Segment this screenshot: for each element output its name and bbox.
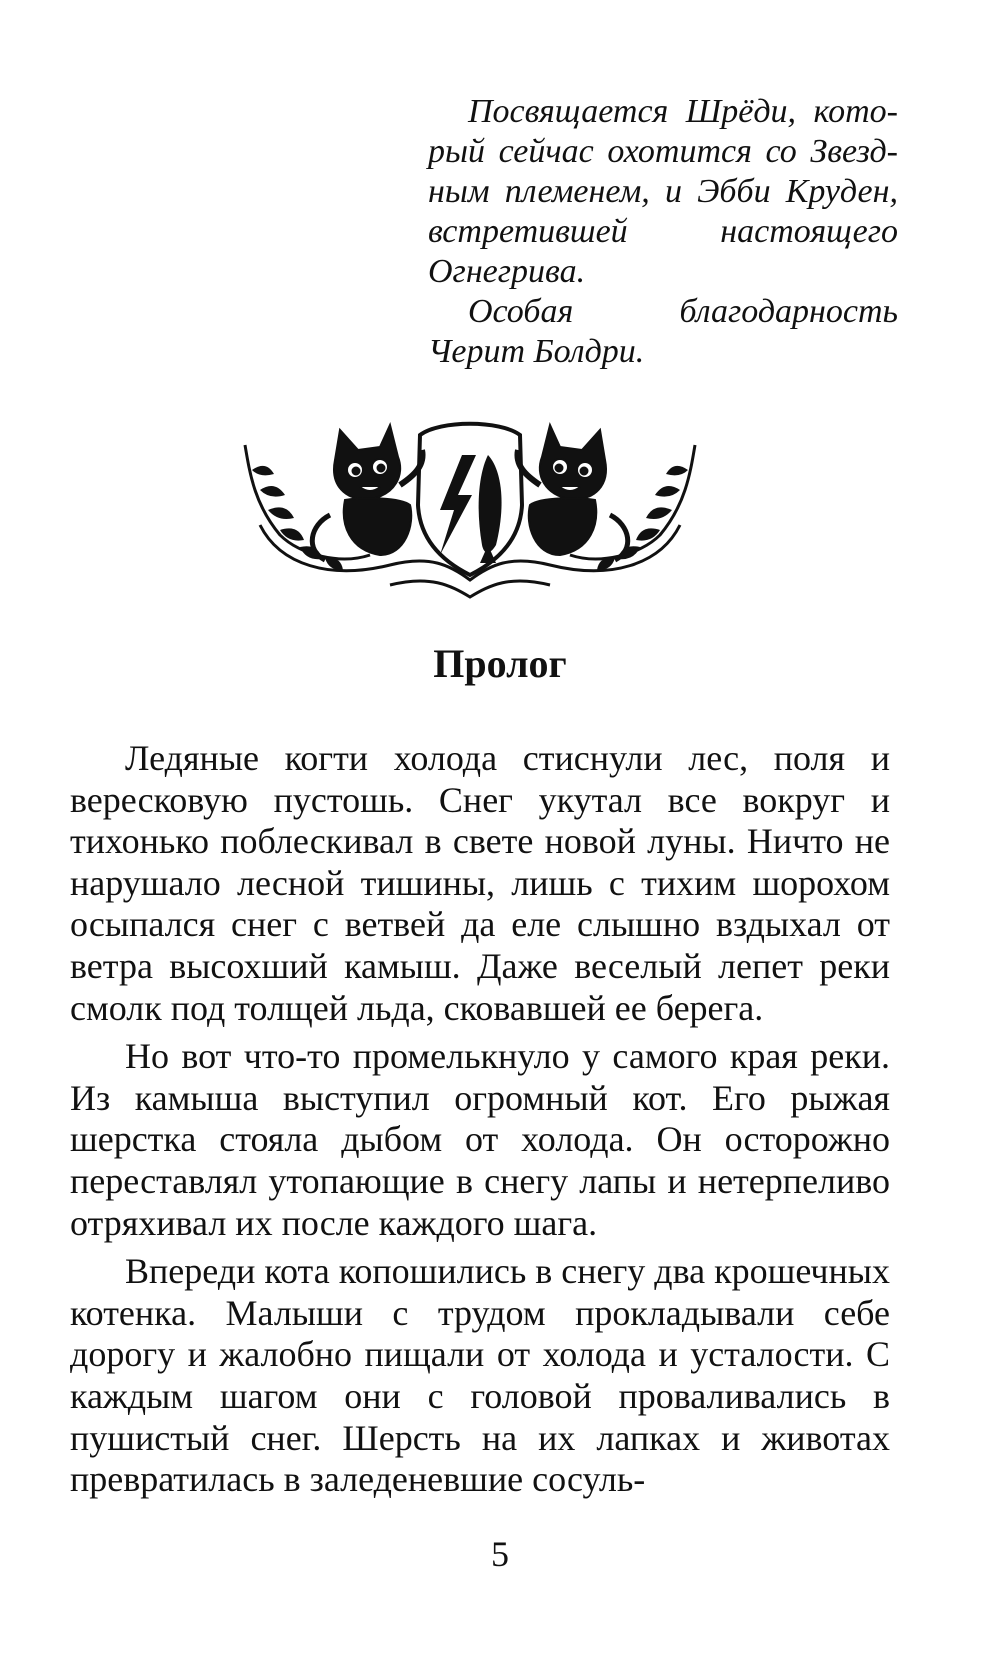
body-paragraph: Ледяные когти холода стиснули лес, поля и вересковую пустошь. Снег укутал все вокруг и тихонько поблескивал в свете новой луны. Ничто не нарушало лесной тишины, лишь с тихим шорохом осыпался снег с ветвей да еле слышно вздыхал от ветра высохший камыш. Даже веселый лепет реки смолк под толщей льда, сковавшей ее берега. [70,738,890,1028]
chapter-title: Пролог [433,641,567,686]
cats-crest-ornament-icon [240,415,700,600]
body-paragraph: Впереди кота копошились в снегу два крошечных котенка. Малыши с трудом прокладывали себе дорогу и жалобно пищали от холода и усталости. С каждым шагом они с головой проваливались в пушистый снег. Шерсть на их лапках и животах превратилась в заледеневшие сосуль- [70,1251,890,1500]
dedication [428,92,898,372]
dedication-paragraph: Особая благодарность Черит Болдри. [428,293,898,370]
page-number: 5 [491,1534,509,1574]
body-paragraph: Но вот что-то промелькнуло у самого края реки. Из камыша выступил огромный кот. Его рыжая шерстка стояла дыбом от холода. Он осторожно переставлял утопающие в снегу лапы и нетерпеливо отряхивал их после каждого шага. [70,1036,890,1243]
chapter-body [70,738,890,1508]
dedication-paragraph: Посвящается Шрёди, который сейчас охотится со Звездным племенем, и Эбби Круден, встретившей настоящего Огнегрива. [428,93,898,290]
